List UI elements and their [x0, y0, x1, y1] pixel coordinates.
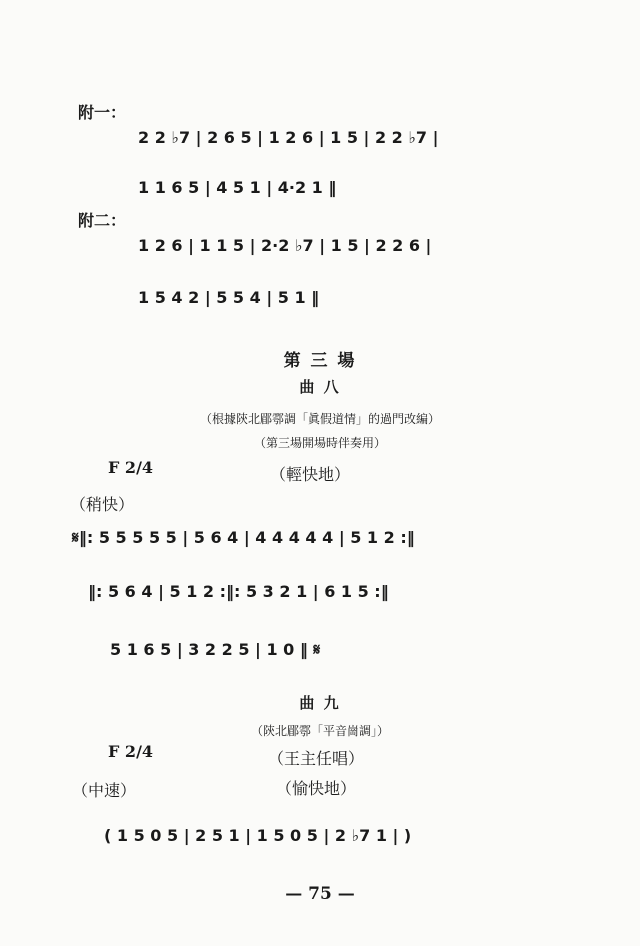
page-number: — 75 — [285, 884, 355, 904]
row-text: 𝄋‖: 5 5 5 5 5 | 5 6 4 | 4 4 4 4 4 | 5 1 2 :‖ [72, 528, 415, 547]
tune-8-row-3 [110, 640, 510, 680]
scene-title: 第 三 場 [283, 351, 357, 371]
appendix-label-1: 附一： [78, 103, 127, 122]
tune-9-singer: （王主任唱） [268, 749, 365, 768]
tune-8-key: F 2/4 [108, 458, 154, 477]
row-text: ( 1 5 0 5 | 2 5 1 | 1 5 0 5 | 2 ♭7 1 | ) [104, 826, 412, 845]
row-text: ‖: 5 6 4 | 5 1 2 :‖: 5 3 2 1 | 6 1 5 :‖ [88, 582, 389, 601]
appendix-row-2 [138, 178, 588, 218]
tune-8-row-2 [88, 582, 598, 622]
tune-9-tempo-2: （愉快地） [276, 779, 357, 798]
tune-9-source: （陝北郿鄠「平音崗調」） [250, 724, 389, 738]
tune-9-row-1 [104, 826, 584, 866]
row-text: 2 2 ♭7 | 2 6 5 | 1 2 6 | 1 5 | 2 2 ♭7 | [138, 128, 439, 147]
appendix-row-1 [138, 128, 588, 168]
row-text: 5 1 6 5 | 3 2 2 5 | 1 0 ‖ 𝄋 [110, 640, 321, 659]
tune-9-tempo-1: （中速） [72, 781, 137, 800]
row-text: 1 1 6 5 | 4 5 1 | 4·2 1 ‖ [138, 178, 337, 197]
tune-8-usage: （第三場開場時伴奏用） [253, 436, 386, 450]
tune-9-name: 曲 九 [299, 694, 341, 712]
tune-8-source: （根據陝北郿鄠調「眞假道情」的過門改編） [199, 412, 440, 426]
tune-8-row-1 [72, 528, 602, 568]
appendix-label-2: 附二： [78, 211, 127, 230]
tune-8-name: 曲 八 [299, 378, 341, 396]
appendix-row-4 [138, 288, 588, 328]
row-text: 1 5 4 2 | 5 5 4 | 5 1 ‖ [138, 288, 320, 307]
tune-8-tempo-2: （稍快） [70, 495, 135, 514]
row-text: 1 2 6 | 1 1 5 | 2·2 ♭7 | 1 5 | 2 2 6 | [138, 236, 432, 255]
tune-9-key: F 2/4 [108, 742, 154, 761]
tune-8-tempo-1: （輕快地） [270, 465, 351, 484]
appendix-row-3 [138, 236, 588, 276]
